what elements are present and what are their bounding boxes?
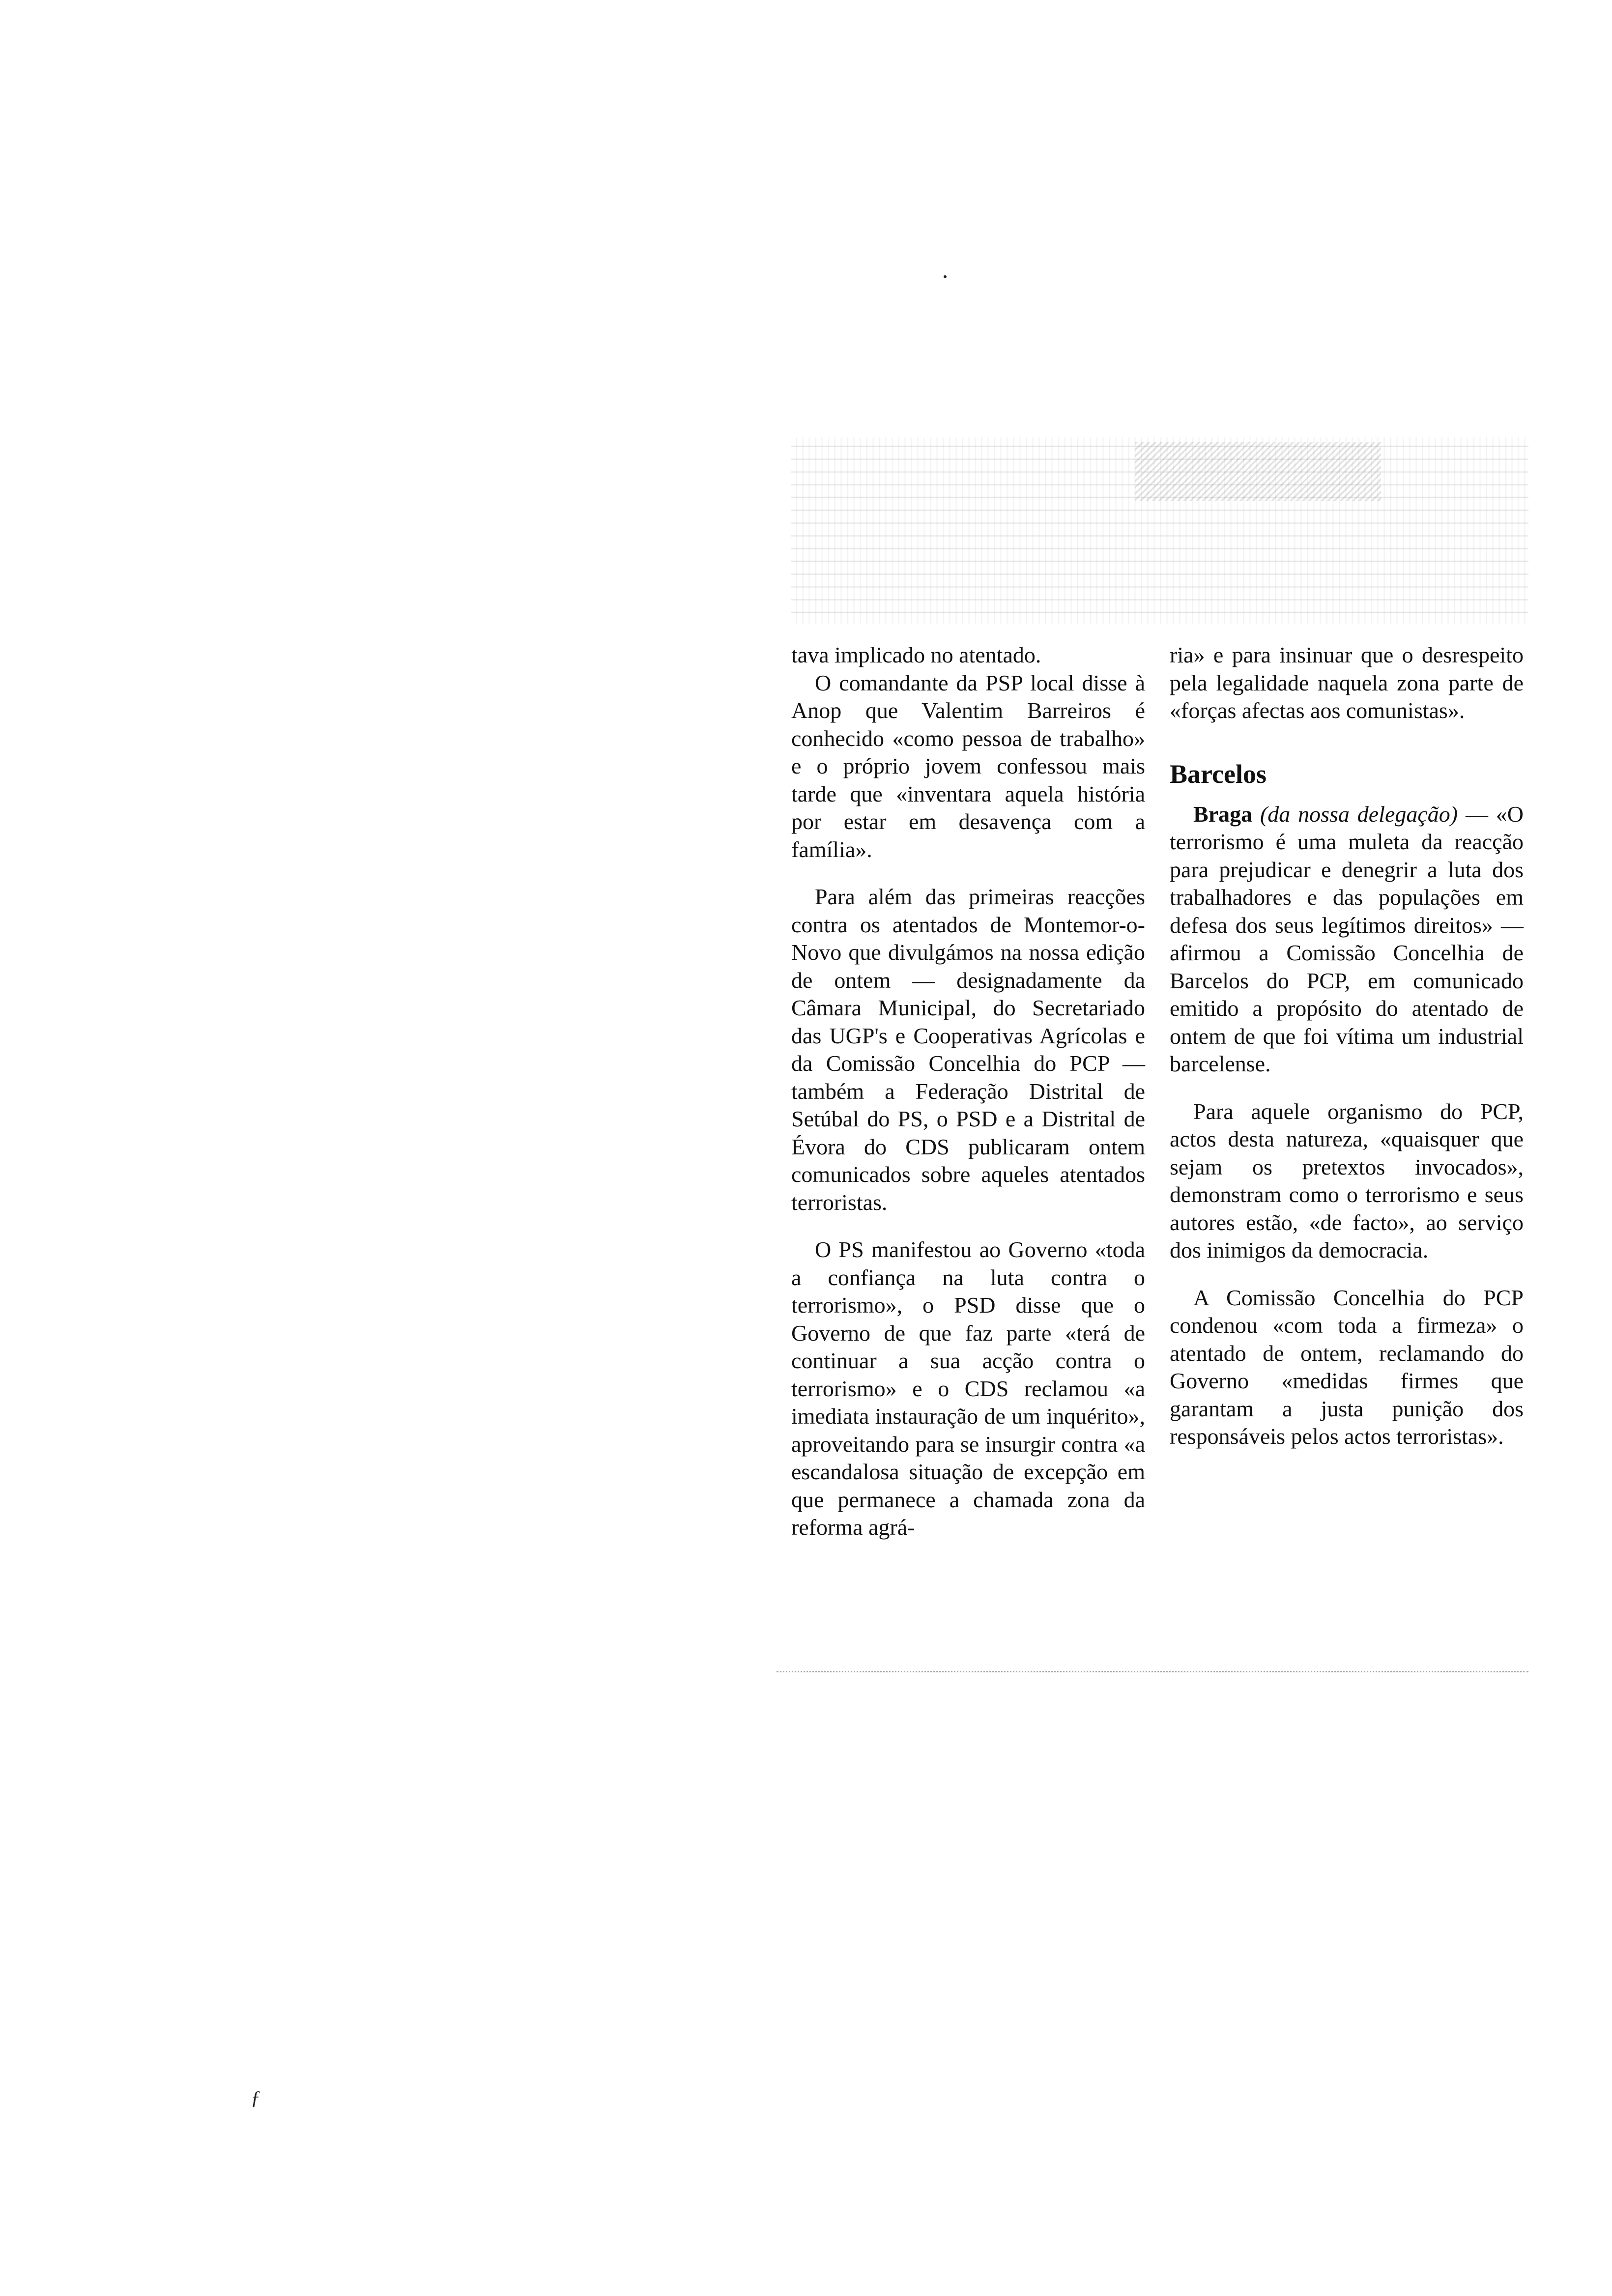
paragraph-reactions: Para além das primeiras reacções contra os atentados de Montemor-o-Novo que divulgámos na nossa edição de ontem — designadamente da Câmara Municipal, do Secretariado das UGP's e Cooperativas Agrícolas e da Comissão Concelhia do PCP — também a Federação Distrital de Setúbal do PS, o PSD e a Distrital de Évora do CDS publicaram ontem comunicados sobre aqueles atentados terroristas. <box>791 884 1145 1215</box>
bottom-edge-rule <box>777 1671 1528 1672</box>
paragraph-pcp-organism: Para aquele organismo do PCP, actos desta natureza, «quaisquer que sejam os pretextos invocados», demonstram como o terrorismo e seus autores estão, «de facto», ao serviço dos inimigos da democracia. <box>1170 1098 1524 1263</box>
stray-mark: ƒ <box>251 2087 260 2109</box>
dateline-source: (da nossa delegação) <box>1260 801 1458 827</box>
article-column-right <box>1170 641 1524 1451</box>
paragraph-ps-psd-cds: O PS manifestou ao Governo «toda a confiança na luta contra o terrorismo», o PSD disse que o Governo de que faz parte «terá de continuar a sua acção contra o terrorismo» e o CDS reclamou «a imediata instauração de um inquérito», aproveitando para se insurgir contra «a escandalosa situação de excepção em que permanece a chamada zona da reforma agrá- <box>791 1237 1145 1540</box>
illegible-header-area <box>791 437 1528 624</box>
paragraph-pcp-condemnation: A Comissão Concelhia do PCP condenou «com toda a firmeza» o atentado de ontem, reclamando do Governo «medidas firmes que garantam a justa punição dos responsáveis pelos actos terroristas». <box>1170 1285 1524 1449</box>
ink-speck <box>944 275 947 278</box>
paragraph-continuation-right: ria» e para insinuar que o desrespeito pela legalidade naquela zona parte de «forças afectas aos comunistas». <box>1170 642 1524 723</box>
article-column-left <box>791 641 1145 1542</box>
paragraph-barcelos-text: — «O terrorismo é uma muleta da reacção para prejudicar e denegrir a luta dos trabalhadores e das populações em defesa dos seus legítimos direitos» — afirmou a Comissão Concelhia de Barcelos do PCP, em comunicado emitido a propósito do atentado de ontem de que foi vítima um industrial barcelense. <box>1170 801 1524 1076</box>
dateline-city: Braga <box>1193 801 1253 827</box>
paragraph-psp-commander: O comandante da PSP local disse à Anop que Valentim Barreiros é conhecido «como pessoa de trabalho» e o próprio jovem confessou mais tarde que «inventara aquela história por estar em desavença com a família». <box>791 670 1145 862</box>
paragraph-continuation: tava implicado no atentado. <box>791 642 1041 667</box>
section-heading: Barcelos <box>1170 759 1267 789</box>
paragraph-barcelos-lead <box>1170 801 1524 1078</box>
